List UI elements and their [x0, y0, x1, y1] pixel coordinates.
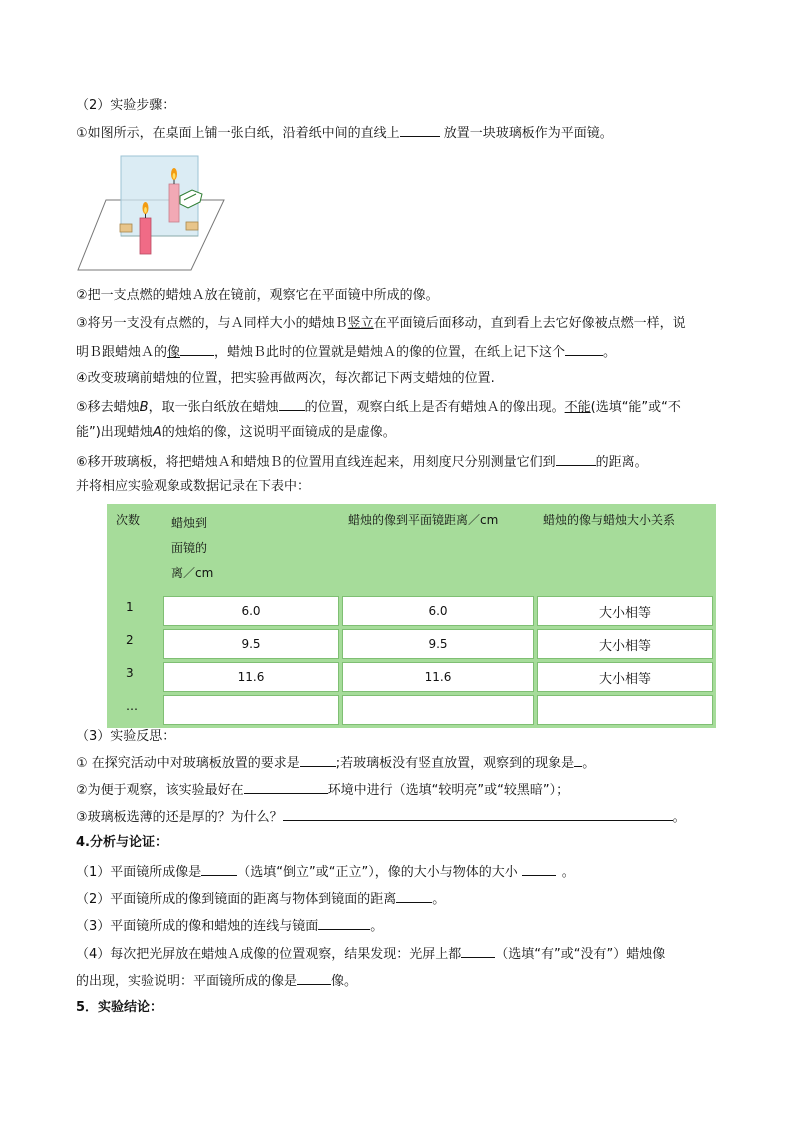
step5-cont: 能”)出现蜡烛A的烛焰的像，这说明平面镜成的是虚像。 [76, 425, 396, 440]
mirror-experiment-figure [76, 152, 226, 274]
blank [244, 779, 328, 794]
table-row: 2 9.5 9.5 大小相等 [110, 629, 713, 659]
section2-heading: （2）实验步骤： [76, 98, 176, 113]
step3: ③将另一支没有点燃的，与Ａ同样大小的蜡烛Ｂ竖立在平面镜后面移动，直到看上去它好像被点燃一样，说 [76, 316, 686, 331]
step2: ②把一支点燃的蜡烛Ａ放在镜前，观察它在平面镜中所成的像。 [76, 288, 439, 303]
step5: ⑤移去蜡烛B，取一张白纸放在蜡烛 的位置，观察白纸上是否有蜡烛Ａ的像出现。不能(选填“能”或“不 [76, 396, 681, 418]
reflection-q2: ②为便于观察，该实验最好在 环境中进行（选填“较明亮”或“较黑暗”）； [76, 779, 569, 801]
header-image-distance: 蜡烛的像到平面镜距离／cm [342, 507, 534, 593]
analysis-p4: （4）每次把光屏放在蜡烛Ａ成像的位置观察，结果发现：光屏上都 （选填“有”或“没有”）蜡烛像 [76, 943, 665, 965]
analysis-p1: （1）平面镜所成像是 （选填“倒立”或“正立”），像的大小与物体的大小 。 [76, 861, 575, 883]
section4-heading: 4.分析与论证： [76, 835, 168, 850]
step4: ④改变玻璃前蜡烛的位置，把实验再做两次，每次都记下两支蜡烛的位置. [76, 371, 495, 386]
blank [180, 341, 214, 356]
header-count: 次数 [110, 507, 160, 593]
blank [297, 970, 331, 985]
blank [565, 341, 603, 356]
reflection-q3: ③玻璃板选薄的还是厚的？为什么？ 。 [76, 806, 686, 828]
data-table [107, 504, 716, 728]
analysis-p2: （2）平面镜所成的像到镜面的距离与物体到镜面的距离 。 [76, 888, 445, 910]
support-left [120, 224, 132, 232]
blank [279, 396, 305, 411]
blank [522, 861, 556, 876]
table-row: 3 11.6 11.6 大小相等 [110, 662, 713, 692]
step1: ①如图所示，在桌面上铺一张白纸，沿着纸中间的直线上 放置一块玻璃板作为平面镜。 [76, 122, 613, 144]
blank [556, 451, 596, 466]
blank [300, 752, 336, 767]
blank [396, 888, 432, 903]
analysis-p4-cont: 的出现，实验说明：平面镜所成的像是 像。 [76, 970, 357, 992]
header-candle-distance: 蜡烛到 面镜的 离／cm [163, 507, 339, 593]
analysis-p3: （3）平面镜所成的像和蜡烛的连线与镜面 。 [76, 915, 383, 937]
record-instruction: 并将相应实验观象或数据记录在下表中： [76, 479, 311, 494]
blank [574, 752, 582, 767]
table-row: 1 6.0 6.0 大小相等 [110, 596, 713, 626]
step6: ⑥移开玻璃板，将把蜡烛Ａ和蜡烛Ｂ的位置用直线连起来，用刻度尺分别测量它们到 的距离。 [76, 451, 648, 473]
section3-heading: （3）实验反思： [76, 729, 176, 744]
header-size-relation: 蜡烛的像与蜡烛大小关系 [537, 507, 713, 593]
reflection-q1: ① 在探究活动中对玻璃板放置的要求是 ;若玻璃板没有竖直放置，观察到的现象是 。 [76, 752, 595, 774]
candle-b [169, 184, 179, 222]
table-header-row [110, 507, 713, 593]
table-row: … [110, 695, 713, 725]
step3-cont: 明Ｂ跟蜡烛Ａ的像 ，蜡烛Ｂ此时的位置就是蜡烛Ａ的像的位置，在纸上记下这个 。 [76, 341, 616, 363]
blank [400, 122, 440, 137]
support-right [186, 222, 198, 230]
blank [201, 861, 237, 876]
blank [283, 806, 673, 821]
blank [461, 943, 495, 958]
section5-heading: 5．实验结论： [76, 1000, 164, 1015]
candle-a [140, 218, 151, 254]
blank [318, 915, 370, 930]
